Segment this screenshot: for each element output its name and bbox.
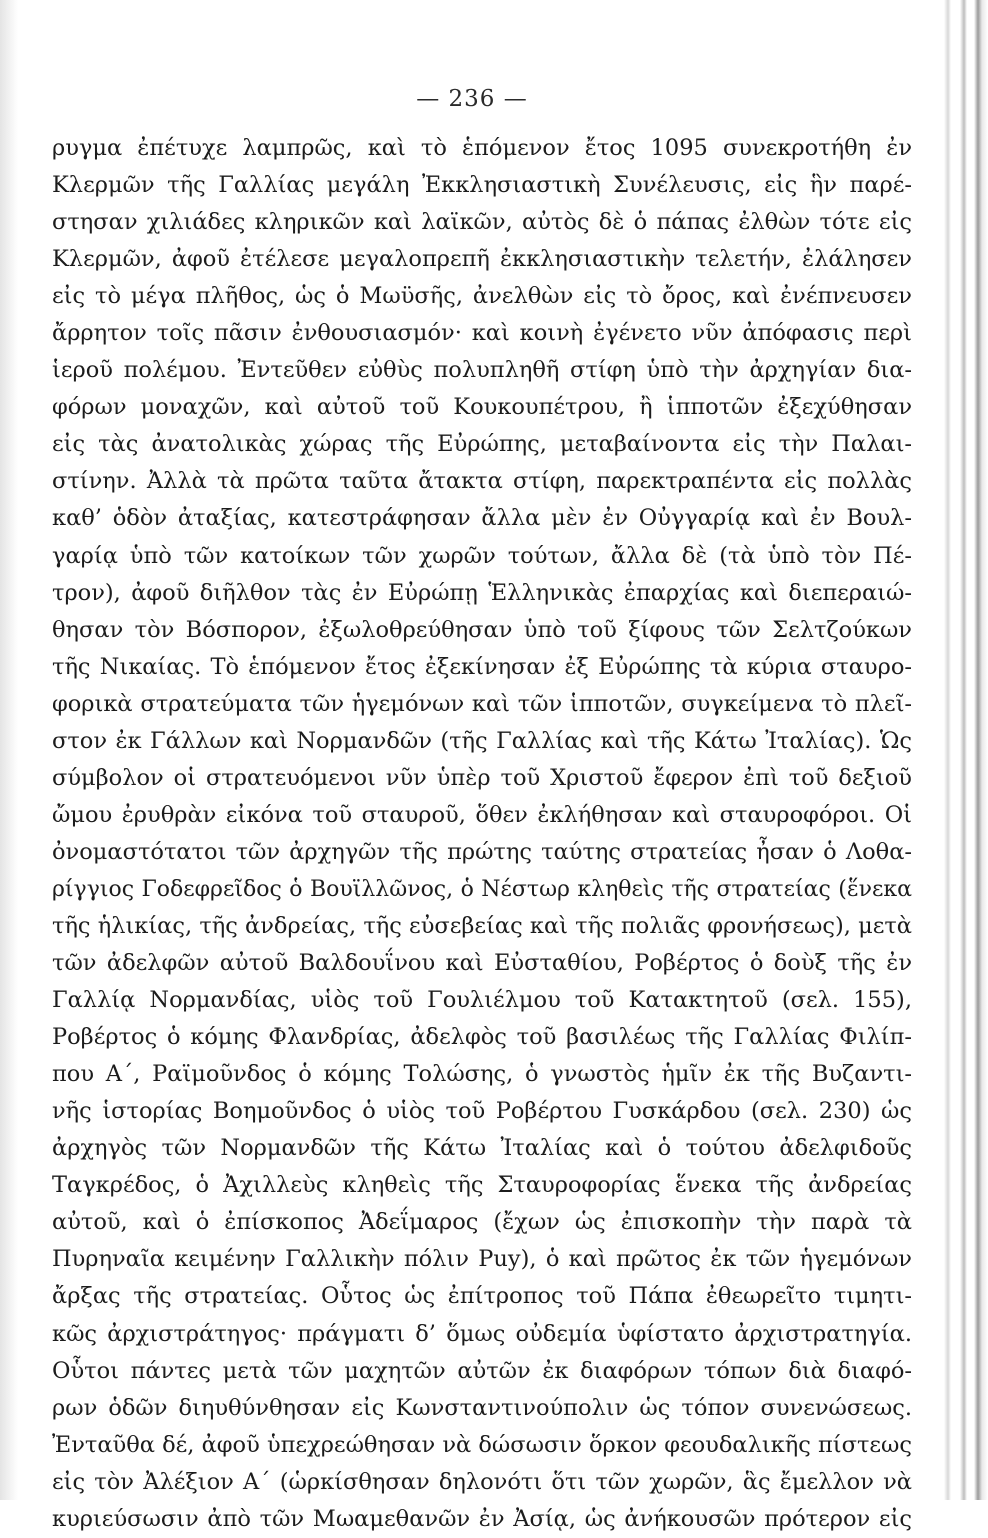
text-line: ἄρρητον τοῖς πᾶσιν ἐνθουσιασμόν· καὶ κοινὴ ἐγένετο νῦν ἀπόφασις περὶ	[52, 320, 912, 347]
text-line: ἀρχηγὸς τῶν Νορμανδῶν τῆς Κάτω Ἰταλίας καὶ ὁ τούτου ἀδελφιδοῦς	[52, 1135, 912, 1162]
page-left-shadow	[0, 0, 18, 1500]
text-line: ἄρξας τῆς στρατείας. Οὗτος ὡς ἐπίτροπος τοῦ Πάπα ἐθεωρεῖτο τιμητι-	[52, 1283, 912, 1310]
text-line: στον ἐκ Γάλλων καὶ Νορμανδῶν (τῆς Γαλλίας καὶ τῆς Κάτω Ἰταλίας). Ὡς	[52, 727, 912, 754]
text-line: τῆς Νικαίας. Τὸ ἑπόμενον ἔτος ἐξεκίνησαν ἐξ Εὐρώπης τὰ κύρια σταυρο-	[52, 653, 912, 680]
text-line: φόρων μοναχῶν, καὶ αὐτοῦ τοῦ Κουκουπέτρου, ἢ ἱπποτῶν ἐξεχύθησαν	[52, 394, 912, 421]
text-line: Γαλλίᾳ Νορμανδίας, υἱὸς τοῦ Γουλιέλμου τοῦ Κατακτητοῦ (σελ. 155),	[52, 987, 912, 1014]
text-line: ρίγγιος Γοδεφρεῖδος ὁ Βουϊλλῶνος, ὁ Νέστωρ κληθεὶς τῆς στρατείας (ἕνεκα	[52, 876, 912, 902]
text-line: που Α΄, Ραϊμοῦνδος ὁ κόμης Τολώσης, ὁ γνωστὸς ἡμῖν ἐκ τῆς Βυζαντι-	[52, 1061, 912, 1088]
text-line: αὐτοῦ, καὶ ὁ ἐπίσκοπος Ἀδεΐμαρος (ἔχων ὡς ἐπισκοπὴν τὴν παρὰ τὰ	[52, 1209, 912, 1236]
text-line: ἱεροῦ πολέμου. Ἐντεῦθεν εὐθὺς πολυπληθῆ στίφη ὑπὸ τὴν ἀρχηγίαν δια-	[52, 357, 912, 384]
text-line: ὤμου ἐρυθρὰν εἰκόνα τοῦ σταυροῦ, ὅθεν ἐκλήθησαν καὶ σταυροφόροι. Οἱ	[52, 801, 912, 828]
text-line: ὀνομαστότατοι τῶν ἀρχηγῶν τῆς πρώτης ταύτης στρατείας ἦσαν ὁ Λοθα-	[52, 838, 912, 865]
text-line: ρων ὁδῶν διηυθύνθησαν εἰς Κωνσταντινούπολιν ὡς τόπον συνενώσεως.	[52, 1394, 912, 1421]
body-text	[52, 130, 912, 1538]
text-line: εἰς τὸν Ἀλέξιον Α΄ (ὡρκίσθησαν δηλονότι ὅτι τῶν χωρῶν, ἃς ἔμελλον νὰ	[52, 1468, 912, 1495]
text-line: Κλερμῶν, ἀφοῦ ἐτέλεσε μεγαλοπρεπῆ ἐκκλησιαστικὴν τελετήν, ἐλάλησεν	[52, 246, 912, 273]
page-number: — 236 —	[416, 86, 528, 112]
text-line: Ἐνταῦθα δέ, ἀφοῦ ὑπεχρεώθησαν νὰ δώσωσιν ὅρκον φεουδαλικῆς πίστεως	[52, 1431, 912, 1458]
text-line: εἰς τὸ μέγα πλῆθος, ὡς ὁ Μωϋσῆς, ἀνελθὼν εἰς τὸ ὄρος, καὶ ἐνέπνευσεν	[52, 283, 912, 310]
text-line: στησαν χιλιάδες κληρικῶν καὶ λαϊκῶν, αὐτὸς δὲ ὁ πάπας ἐλθὼν τότε εἰς	[52, 209, 912, 236]
text-line: τῶν ἀδελφῶν αὐτοῦ Βαλδουΐνου καὶ Εὐσταθίου, Ροβέρτος ὁ δοὺξ τῆς ἐν	[52, 950, 912, 977]
text-line: τῆς ἡλικίας, τῆς ἀνδρείας, τῆς εὐσεβείας καὶ τῆς πολιᾶς φρονήσεως), μετὰ	[52, 912, 912, 939]
text-line: καθ’ ὁδὸν ἀταξίας, κατεστράφησαν ἄλλα μὲν ἐν Οὐγγαρίᾳ καὶ ἐν Βουλ-	[52, 505, 912, 532]
text-line: ρυγμα ἐπέτυχε λαμπρῶς, καὶ τὸ ἑπόμενον ἔτος 1095 συνεκροτήθη ἐν	[52, 135, 912, 161]
text-line: στίνην. Ἀλλὰ τὰ πρῶτα ταῦτα ἄτακτα στίφη, παρεκτραπέντα εἰς πολλὰς	[52, 468, 912, 495]
text-line: Οὗτοι πάντες μετὰ τῶν μαχητῶν αὐτῶν ἐκ διαφόρων τόπων διὰ διαφό-	[52, 1357, 912, 1384]
book-binding-edge	[944, 0, 988, 1500]
text-line: φορικὰ στρατεύματα τῶν ἡγεμόνων καὶ τῶν ἱπποτῶν, συγκείμενα τὸ πλεῖ-	[52, 690, 912, 717]
text-line: Πυρηναῖα κειμένην Γαλλικὴν πόλιν Puy), ὁ καὶ πρῶτος ἐκ τῶν ἡγεμόνων	[52, 1246, 912, 1273]
text-line: κῶς ἀρχιστράτηγος· πράγματι δ’ ὅμως οὐδεμία ὑφίστατο ἀρχιστρατηγία.	[52, 1320, 912, 1347]
text-line: γαρίᾳ ὑπὸ τῶν κατοίκων τῶν χωρῶν τούτων, ἄλλα δὲ (τὰ ὑπὸ τὸν Πέ-	[52, 542, 912, 569]
text-line: σύμβολον οἱ στρατευόμενοι νῦν ὑπὲρ τοῦ Χριστοῦ ἔφερον ἐπὶ τοῦ δεξιοῦ	[52, 764, 912, 791]
text-line: νῆς ἱστορίας Βοημοῦνδος ὁ υἱὸς τοῦ Ροβέρτου Γυσκάρδου (σελ. 230) ὡς	[52, 1098, 912, 1125]
text-line: εἰς τὰς ἀνατολικὰς χώρας τῆς Εὐρώπης, μεταβαίνοντα εἰς τὴν Παλαι-	[52, 431, 912, 458]
text-line: κυριεύσωσιν ἀπὸ τῶν Μωαμεθανῶν ἐν Ἀσίᾳ, ὡς ἀνήκουσῶν πρότερον εἰς	[52, 1505, 912, 1532]
text-line: Κλερμῶν τῆς Γαλλίας μεγάλη Ἐκκλησιαστικὴ Συνέλευσις, εἰς ἣν παρέ-	[52, 172, 912, 199]
text-line: Ταγκρέδος, ὁ Ἀχιλλεὺς κληθεὶς τῆς Σταυροφορίας ἕνεκα τῆς ἀνδρείας	[52, 1172, 912, 1199]
text-line: θησαν τὸν Βόσπορον, ἐξωλοθρεύθησαν ὑπὸ τοῦ ξίφους τῶν Σελτζούκων	[52, 616, 912, 643]
text-line: τρον), ἀφοῦ διῆλθον τὰς ἐν Εὐρώπῃ Ἑλληνικὰς ἐπαρχίας καὶ διεπεραιώ-	[52, 579, 912, 606]
text-line: Ροβέρτος ὁ κόμης Φλανδρίας, ἀδελφὸς τοῦ βασιλέως τῆς Γαλλίας Φιλίπ-	[52, 1024, 912, 1051]
